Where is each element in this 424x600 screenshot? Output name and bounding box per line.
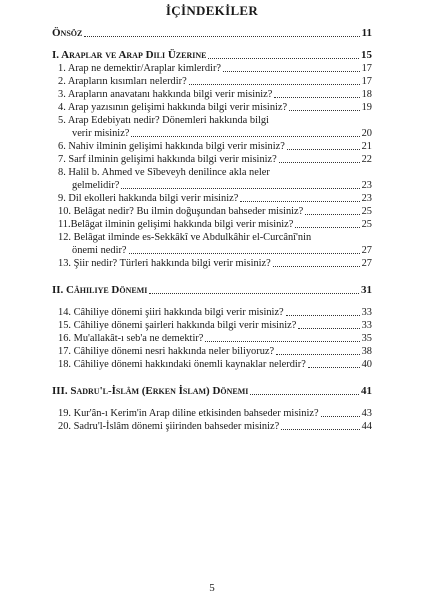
dot-leader [286, 314, 360, 316]
toc-section-2[interactable] [52, 284, 372, 297]
toc-entry-page: 11 [361, 27, 372, 39]
dot-leader [279, 161, 360, 163]
toc-section-1[interactable] [52, 49, 372, 62]
dot-leader [295, 226, 359, 228]
dot-leader [131, 135, 359, 137]
toc-entry-label: 17. Câhiliye dönemi nesri hakkında neler biliyoruz? [58, 346, 275, 357]
toc-entry-label: 4. Arap yazısının gelişimi hakkında bilgi verir misiniz? [58, 102, 288, 113]
toc-entry-9[interactable] [52, 192, 372, 205]
toc-entry-1[interactable] [52, 62, 372, 75]
toc-entry-5-line1[interactable]: 5. Arap Edebiyatı nedir? Dönemleri hakkında bilgi [58, 115, 269, 126]
toc-entry-18[interactable] [52, 358, 372, 371]
toc-entry-label: 20. Sadru'l-İslâm dönemi şiirinden bahseder misiniz? [58, 421, 280, 432]
toc-entry-page: 21 [361, 141, 372, 152]
toc-entry-11[interactable] [52, 218, 372, 231]
toc-entry-label: 10. Belâgat nedir? Bu ilmin doğuşundan bahseder misiniz? [58, 206, 304, 217]
toc-entry-3[interactable] [52, 88, 372, 101]
toc-entry-page: 20 [361, 128, 372, 139]
toc-entry-page: 23 [361, 193, 372, 204]
toc-entry-label: 19. Kur'ân-ı Kerim'in Arap diline etkisinden bahseder misiniz? [58, 408, 319, 419]
toc-entry-label: 2. Arapların kısımları nelerdir? [58, 76, 187, 87]
toc-entry-2[interactable] [52, 75, 372, 88]
toc-entry-label: önemi nedir? [72, 245, 127, 256]
dot-leader [281, 428, 359, 430]
toc-section-page: 31 [361, 284, 372, 296]
toc-entry-label: 9. Dil ekolleri hakkında bilgi verir misiniz? [58, 193, 239, 204]
toc-entry-6[interactable] [52, 140, 372, 153]
dot-leader [149, 292, 359, 294]
toc-entry-4[interactable] [52, 101, 372, 114]
toc-section-label: II. Câhiliye Dönemi [52, 284, 148, 296]
toc-entry-page: 38 [361, 346, 372, 357]
toc-entry-page: 27 [361, 245, 372, 256]
page-title: İÇİNDEKİLER [165, 3, 259, 18]
dot-leader [287, 148, 360, 150]
toc-entry-17[interactable] [52, 345, 372, 358]
toc-section-3[interactable] [52, 385, 372, 398]
toc-entry-5[interactable] [52, 127, 372, 140]
toc-entry-label: gelmelidir? [72, 180, 120, 191]
toc-entry-label: 7. Sarf ilminin gelişimi hakkında bilgi verir misiniz? [58, 154, 277, 165]
dot-leader [240, 200, 359, 202]
toc-entry-label: 13. Şiir nedir? Türleri hakkında bilgi verir misiniz? [58, 258, 271, 269]
toc-entry-onsoz[interactable] [52, 27, 372, 40]
toc-section-page: 41 [361, 385, 372, 397]
toc-entry-page: 17 [361, 63, 372, 74]
toc-entry-page: 17 [361, 76, 372, 87]
toc-entry-12-line1[interactable]: 12. Belâgat ilminde es-Sekkâkî ve Abdulkâhir el-Curcânî'nin [58, 232, 312, 243]
toc-entry-page: 40 [361, 359, 372, 370]
dot-leader [189, 83, 360, 85]
toc-entry-label: 16. Mu'allakât-ı seb'a ne demektir? [58, 333, 204, 344]
toc-entry-15[interactable] [52, 319, 372, 332]
dot-leader [208, 57, 359, 59]
toc-entry-label: 1. Arap ne demektir/Araplar kimlerdir? [58, 63, 222, 74]
toc-entry-7[interactable] [52, 153, 372, 166]
toc-entry-13[interactable] [52, 257, 372, 270]
dot-leader [205, 340, 359, 342]
toc-entry-14[interactable] [52, 306, 372, 319]
toc-section-label: I. Araplar ve Arap Dili Üzerine [52, 49, 207, 61]
dot-leader [276, 353, 359, 355]
toc-section-label: III. Sadru'l-İslâm (Erken İslam) Dönemi [52, 385, 249, 397]
dot-leader [274, 96, 359, 98]
dot-leader [308, 366, 360, 368]
dot-leader [273, 265, 360, 267]
toc-entry-page: 44 [361, 421, 372, 432]
toc-entry-10[interactable] [52, 205, 372, 218]
toc-entry-page: 35 [361, 333, 372, 344]
toc-entry-page: 43 [361, 408, 372, 419]
toc-entry-label: Önsöz [52, 27, 83, 39]
toc-entry-20[interactable] [52, 420, 372, 433]
toc-entry-label: verir misiniz? [72, 128, 130, 139]
toc-entry-page: 18 [361, 89, 372, 100]
toc-entry-label: 11.Belâgat ilminin gelişimi hakkında bilgi verir misiniz? [58, 219, 294, 230]
dot-leader [84, 35, 359, 37]
toc-entry-16[interactable] [52, 332, 372, 345]
dot-leader [289, 109, 359, 111]
toc-entry-19[interactable] [52, 407, 372, 420]
toc-entry-label: 14. Câhiliye dönemi şiiri hakkında bilgi verir misiniz? [58, 307, 284, 318]
dot-leader [298, 327, 359, 329]
toc-entry-page: 25 [361, 206, 372, 217]
toc-entry-label: 3. Arapların anavatanı hakkında bilgi verir misiniz? [58, 89, 273, 100]
toc-entry-8-line1[interactable]: 8. Halil b. Ahmed ve Sîbeveyh denilince akla neler [58, 167, 270, 178]
dot-leader [250, 393, 359, 395]
toc-entry-label: 6. Nahiv ilminin gelişimi hakkında bilgi verir misiniz? [58, 141, 285, 152]
toc-entry-page: 33 [361, 307, 372, 318]
dot-leader [305, 213, 359, 215]
dot-leader [223, 70, 360, 72]
toc-entry-page: 27 [361, 258, 372, 269]
dot-leader [321, 415, 360, 417]
toc-section-page: 15 [361, 49, 372, 61]
dot-leader [121, 187, 359, 189]
dot-leader [129, 252, 360, 254]
page-number: 5 [209, 582, 215, 594]
toc-entry-12[interactable] [52, 244, 372, 257]
toc-entry-page: 33 [361, 320, 372, 331]
toc-entry-page: 25 [361, 219, 372, 230]
toc-entry-page: 23 [361, 180, 372, 191]
toc-entry-page: 22 [361, 154, 372, 165]
toc-entry-8[interactable] [52, 179, 372, 192]
toc-entry-label: 15. Câhiliye dönemi şairleri hakkında bilgi verir misiniz? [58, 320, 297, 331]
toc-entry-label: 18. Câhiliye dönemi hakkındaki önemli kaynaklar nelerdir? [58, 359, 306, 370]
toc-entry-page: 19 [361, 102, 372, 113]
